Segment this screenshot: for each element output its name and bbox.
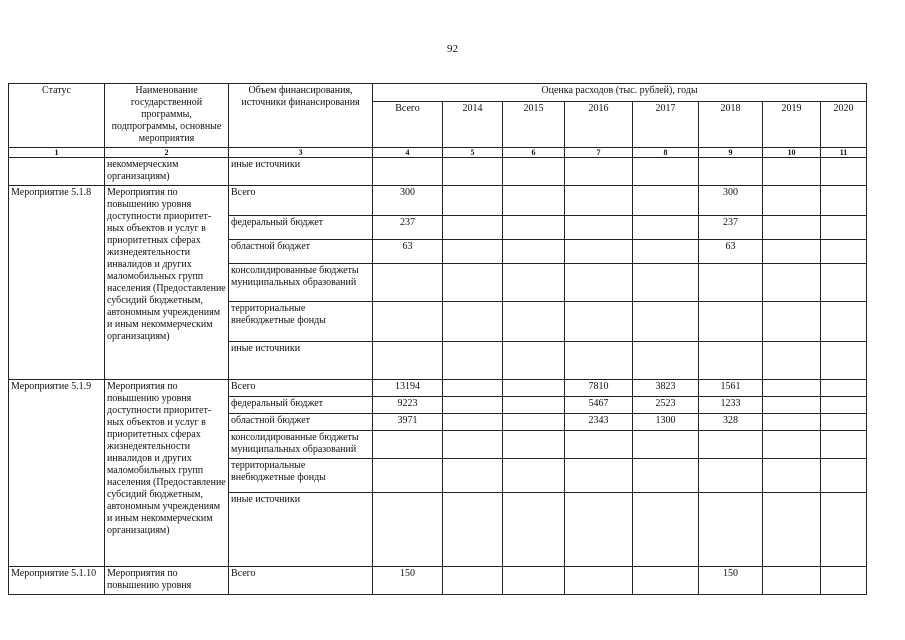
year-value bbox=[565, 302, 633, 342]
year-value bbox=[633, 216, 699, 240]
column-number: 11 bbox=[821, 148, 867, 158]
year-value bbox=[443, 431, 503, 459]
year-value bbox=[633, 567, 699, 595]
year-value bbox=[443, 459, 503, 493]
header-expense-estimate: Оценка расходов (тыс. рублей), годы bbox=[373, 84, 867, 102]
year-value bbox=[503, 493, 565, 567]
header-funding-volume: Объем финансирования, источники финансирования bbox=[229, 84, 373, 148]
page-number: 92 bbox=[447, 43, 458, 55]
total-value bbox=[373, 302, 443, 342]
measure-status: Мероприятие 5.1.10 bbox=[9, 567, 105, 595]
year-value: 237 bbox=[699, 216, 763, 240]
header-year: 2017 bbox=[633, 102, 699, 148]
year-value bbox=[699, 431, 763, 459]
year-value bbox=[503, 264, 565, 302]
total-value bbox=[373, 342, 443, 380]
total-value bbox=[373, 264, 443, 302]
funding-source: территориальные внебюджетные фонды bbox=[229, 459, 373, 493]
year-value bbox=[763, 240, 821, 264]
header-year: 2019 bbox=[763, 102, 821, 148]
year-value: 5467 bbox=[565, 397, 633, 414]
year-value: 1561 bbox=[699, 380, 763, 397]
year-value bbox=[565, 493, 633, 567]
year-value bbox=[565, 186, 633, 216]
budget-row bbox=[9, 380, 867, 397]
column-number: 5 bbox=[443, 148, 503, 158]
year-value bbox=[763, 431, 821, 459]
year-value bbox=[763, 380, 821, 397]
measure-name: Мероприятия по повышению уровня доступности приоритет-ных объектов и услуг в приоритетных сферах жизнедеятельности инвалидов и других маломобильных групп населения (Предоставление субсидий бюджетным, автономным учреждениям и иным некоммерческим организациям) bbox=[105, 380, 229, 567]
value-cell bbox=[373, 158, 443, 186]
year-value bbox=[821, 380, 867, 397]
year-value bbox=[633, 264, 699, 302]
year-value bbox=[565, 459, 633, 493]
total-value: 150 bbox=[373, 567, 443, 595]
continued-measure-name: некоммерческим организациям) bbox=[105, 158, 229, 186]
value-cell bbox=[699, 158, 763, 186]
funding-source: Всего bbox=[229, 380, 373, 397]
year-value bbox=[565, 240, 633, 264]
year-value bbox=[565, 216, 633, 240]
year-value: 2523 bbox=[633, 397, 699, 414]
year-value bbox=[503, 380, 565, 397]
year-value bbox=[821, 567, 867, 595]
total-value bbox=[373, 493, 443, 567]
year-value bbox=[443, 302, 503, 342]
header-program-name: Наименование государственной программы, подпрограммы, основные мероприятия bbox=[105, 84, 229, 148]
year-value: 1300 bbox=[633, 414, 699, 431]
funding-source: территориальные внебюджетные фонды bbox=[229, 302, 373, 342]
year-value bbox=[763, 493, 821, 567]
year-value bbox=[821, 240, 867, 264]
measure-status: Мероприятие 5.1.8 bbox=[9, 186, 105, 380]
year-value: 63 bbox=[699, 240, 763, 264]
year-value bbox=[699, 264, 763, 302]
header-total: Всего bbox=[373, 102, 443, 148]
funding-source: консолидированные бюджеты муниципальных образований bbox=[229, 264, 373, 302]
year-value bbox=[443, 397, 503, 414]
total-value: 300 bbox=[373, 186, 443, 216]
year-value bbox=[503, 240, 565, 264]
year-value bbox=[443, 342, 503, 380]
year-value bbox=[503, 459, 565, 493]
year-value bbox=[503, 302, 565, 342]
year-value bbox=[503, 216, 565, 240]
year-value bbox=[565, 567, 633, 595]
header-year: 2015 bbox=[503, 102, 565, 148]
year-value bbox=[633, 342, 699, 380]
column-number: 4 bbox=[373, 148, 443, 158]
year-value bbox=[443, 380, 503, 397]
year-value: 328 bbox=[699, 414, 763, 431]
year-value bbox=[763, 342, 821, 380]
year-value bbox=[821, 302, 867, 342]
funding-source: областной бюджет bbox=[229, 414, 373, 431]
year-value bbox=[443, 567, 503, 595]
year-value bbox=[565, 342, 633, 380]
column-number: 9 bbox=[699, 148, 763, 158]
year-value bbox=[633, 240, 699, 264]
status-cell bbox=[9, 158, 105, 186]
year-value bbox=[633, 186, 699, 216]
year-value bbox=[443, 240, 503, 264]
value-cell bbox=[763, 158, 821, 186]
year-value bbox=[821, 397, 867, 414]
year-value bbox=[763, 567, 821, 595]
year-value bbox=[763, 264, 821, 302]
year-value: 3823 bbox=[633, 380, 699, 397]
year-value bbox=[821, 459, 867, 493]
total-value: 63 bbox=[373, 240, 443, 264]
funding-source: Всего bbox=[229, 186, 373, 216]
funding-source: консолидированные бюджеты муниципальных образований bbox=[229, 431, 373, 459]
budget-table bbox=[8, 83, 867, 595]
year-value bbox=[503, 342, 565, 380]
year-value bbox=[821, 493, 867, 567]
year-value bbox=[443, 264, 503, 302]
year-value bbox=[821, 186, 867, 216]
value-cell bbox=[565, 158, 633, 186]
year-value bbox=[565, 431, 633, 459]
header-year: 2016 bbox=[565, 102, 633, 148]
year-value: 150 bbox=[699, 567, 763, 595]
year-value bbox=[763, 459, 821, 493]
year-value: 300 bbox=[699, 186, 763, 216]
column-number: 7 bbox=[565, 148, 633, 158]
year-value bbox=[443, 414, 503, 431]
budget-row bbox=[9, 567, 867, 595]
header-year: 2018 bbox=[699, 102, 763, 148]
funding-source: иные источники bbox=[229, 493, 373, 567]
year-value bbox=[633, 302, 699, 342]
total-value bbox=[373, 431, 443, 459]
value-cell bbox=[821, 158, 867, 186]
year-value bbox=[503, 186, 565, 216]
value-cell bbox=[443, 158, 503, 186]
measure-name: Мероприятия по повышению уровня доступности приоритет-ных объектов и услуг в приоритетных сферах жизнедеятельности инвалидов и других маломобильных групп населения (Предоставление субсидий бюджетным, автономным учреждениям и иным некоммерческим организациям) bbox=[105, 186, 229, 380]
year-value bbox=[763, 397, 821, 414]
funding-source: иные источники bbox=[229, 342, 373, 380]
header-year: 2014 bbox=[443, 102, 503, 148]
year-value bbox=[699, 493, 763, 567]
column-number: 3 bbox=[229, 148, 373, 158]
year-value bbox=[763, 216, 821, 240]
column-number: 2 bbox=[105, 148, 229, 158]
funding-source: Всего bbox=[229, 567, 373, 595]
year-value bbox=[821, 216, 867, 240]
year-value bbox=[763, 302, 821, 342]
year-value bbox=[821, 264, 867, 302]
year-value bbox=[699, 459, 763, 493]
year-value bbox=[443, 186, 503, 216]
funding-source: иные источники bbox=[229, 158, 373, 186]
year-value bbox=[443, 216, 503, 240]
year-value bbox=[503, 414, 565, 431]
total-value: 13194 bbox=[373, 380, 443, 397]
year-value bbox=[821, 431, 867, 459]
year-value bbox=[699, 342, 763, 380]
column-number: 10 bbox=[763, 148, 821, 158]
measure-status: Мероприятие 5.1.9 bbox=[9, 380, 105, 567]
year-value: 1233 bbox=[699, 397, 763, 414]
year-value bbox=[503, 397, 565, 414]
year-value bbox=[443, 493, 503, 567]
budget-row bbox=[9, 186, 867, 216]
year-value bbox=[565, 264, 633, 302]
value-cell bbox=[633, 158, 699, 186]
total-value: 9223 bbox=[373, 397, 443, 414]
value-cell bbox=[503, 158, 565, 186]
year-value bbox=[503, 431, 565, 459]
total-value bbox=[373, 459, 443, 493]
funding-source: областной бюджет bbox=[229, 240, 373, 264]
year-value bbox=[633, 431, 699, 459]
header-year: 2020 bbox=[821, 102, 867, 148]
funding-source: федеральный бюджет bbox=[229, 397, 373, 414]
column-number: 1 bbox=[9, 148, 105, 158]
year-value bbox=[503, 567, 565, 595]
header-status: Статус bbox=[9, 84, 105, 148]
year-value bbox=[633, 493, 699, 567]
funding-source: федеральный бюджет bbox=[229, 216, 373, 240]
year-value bbox=[633, 459, 699, 493]
year-value bbox=[763, 186, 821, 216]
measure-name: Мероприятия по повышению уровня bbox=[105, 567, 229, 595]
year-value bbox=[821, 342, 867, 380]
column-number: 6 bbox=[503, 148, 565, 158]
year-value: 2343 bbox=[565, 414, 633, 431]
total-value: 3971 bbox=[373, 414, 443, 431]
year-value bbox=[699, 302, 763, 342]
year-value: 7810 bbox=[565, 380, 633, 397]
continued-row bbox=[9, 158, 867, 186]
year-value bbox=[821, 414, 867, 431]
total-value: 237 bbox=[373, 216, 443, 240]
year-value bbox=[763, 414, 821, 431]
column-number: 8 bbox=[633, 148, 699, 158]
